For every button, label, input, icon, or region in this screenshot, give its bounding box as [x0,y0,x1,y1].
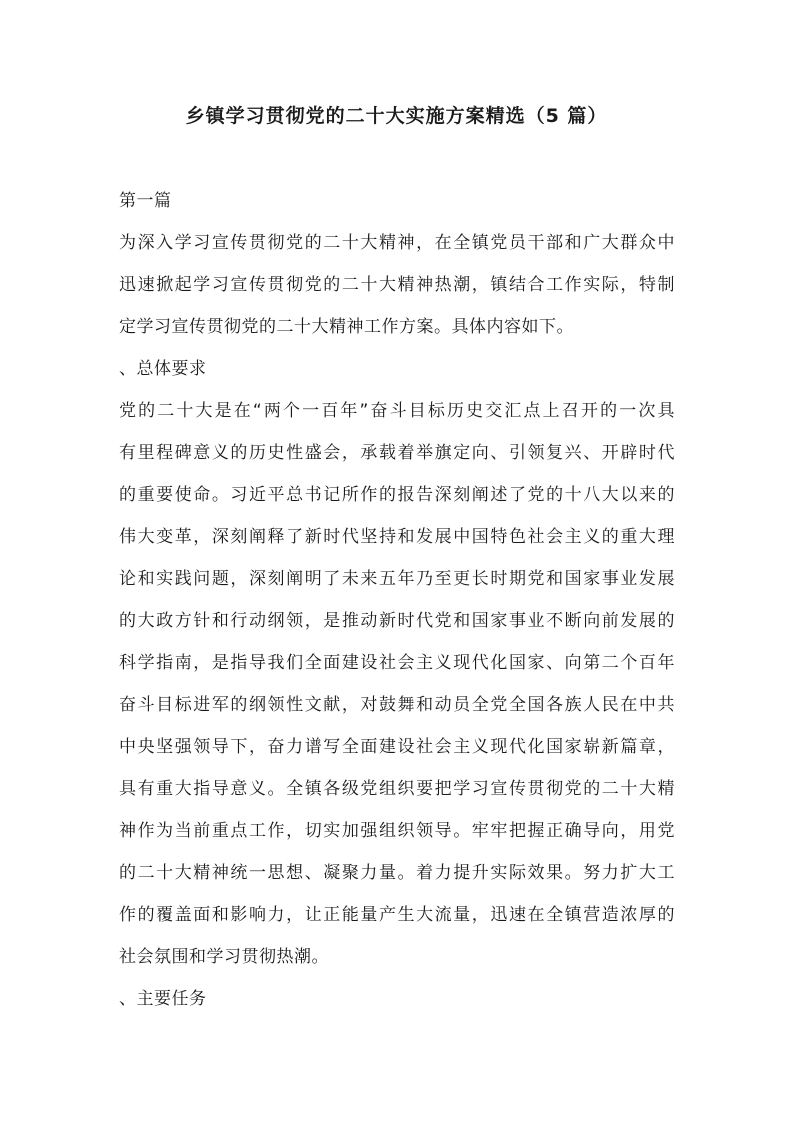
paragraph-line: 神作为当前重点工作，切实加强组织领导。牢牢把握正确导向，用党 [119,821,675,841]
paragraph-line: 奋斗目标进军的纲领性文献，对鼓舞和动员全党全国各族人民在中共 [119,695,675,715]
paragraph-line: 具有重大指导意义。全镇各级党组织要把学习宣传贯彻党的二十大精 [119,779,675,799]
paragraph-line: 科学指南，是指导我们全面建设社会主义现代化国家、向第二个百年 [119,653,675,673]
section-heading-main-tasks: 、主要任务 [119,989,207,1009]
section-heading-first: 第一篇 [119,191,172,211]
document-title: 乡镇学习贯彻党的二十大实施方案精选（5 篇） [185,105,608,127]
paragraph-line: 的大政方针和行动纲领，是推动新时代党和国家事业不断向前发展的 [119,611,675,631]
paragraph-line: 有里程碑意义的历史性盛会，承载着举旗定向、引领复兴、开辟时代 [119,443,675,463]
paragraph-line: 定学习宣传贯彻党的二十大精神工作方案。具体内容如下。 [119,317,574,337]
paragraph-line: 中央坚强领导下，奋力谱写全面建设社会主义现代化国家崭新篇章， [119,737,675,757]
paragraph-line: 的重要使命。习近平总书记所作的报告深刻阐述了党的十八大以来的 [119,485,675,505]
paragraph-line: 的二十大精神统一思想、凝聚力量。着力提升实际效果。努力扩大工 [119,863,675,883]
document-body [119,186,675,1026]
paragraph-line: 迅速掀起学习宣传贯彻党的二十大精神热潮，镇结合工作实际，特制 [119,275,675,295]
section-heading-general-requirements: 、总体要求 [119,359,207,379]
paragraph-line: 党的二十大是在“两个一百年”奋斗目标历史交汇点上召开的一次具 [119,401,675,421]
paragraph-line: 社会氛围和学习贯彻热潮。 [119,947,329,967]
paragraph-line: 论和实践问题，深刻阐明了未来五年乃至更长时期党和国家事业发展 [119,569,675,589]
paragraph-line: 伟大变革，深刻阐释了新时代坚持和发展中国特色社会主义的重大理 [119,527,675,547]
paragraph-line: 作的覆盖面和影响力，让正能量产生大流量，迅速在全镇营造浓厚的 [119,905,675,925]
paragraph-line: 为深入学习宣传贯彻党的二十大精神，在全镇党员干部和广大群众中 [119,233,675,253]
